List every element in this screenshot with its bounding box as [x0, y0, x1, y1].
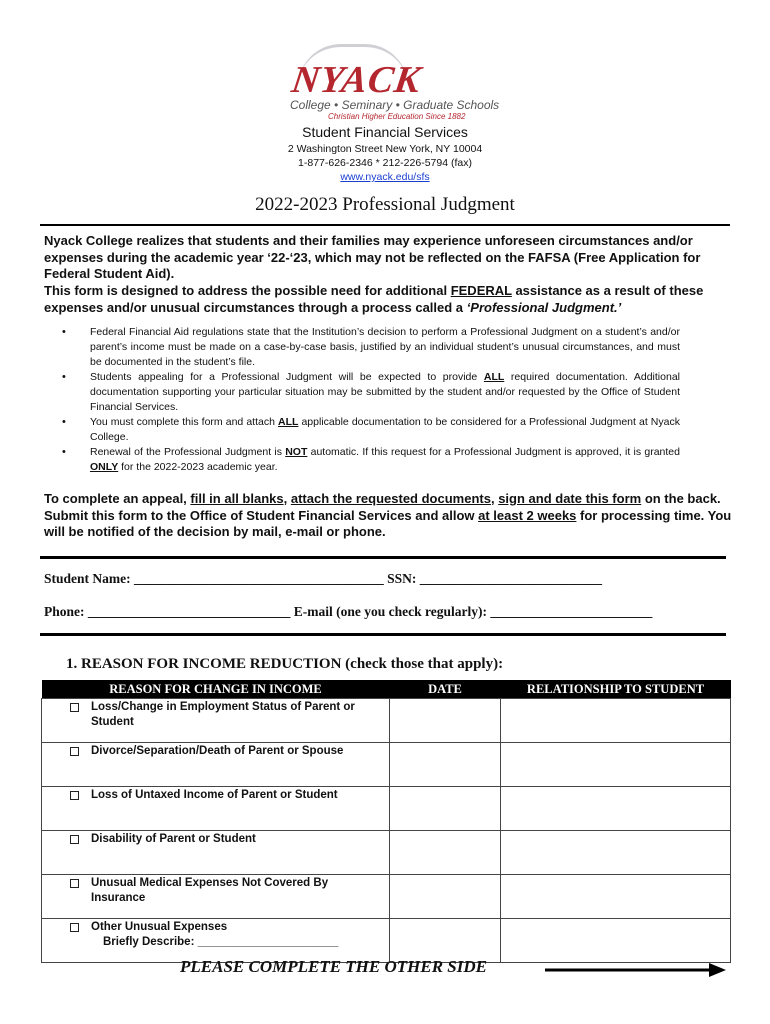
- reason-cell: Loss/Change in Employment Status of Parent or Student: [42, 699, 390, 743]
- date-cell[interactable]: [390, 919, 501, 963]
- fill-blanks-emphasis: fill in all blanks: [190, 491, 284, 506]
- intro-paragraph-1: Nyack College realizes that students and their families may experience unforeseen circumstances and/or expenses during the academic year ‘22-‘23, which may not be reflected on the FAFSA (Free Application for Federal Student Aid).: [44, 233, 701, 281]
- relationship-cell[interactable]: [501, 743, 731, 787]
- footer-note: PLEASE COMPLETE THE OTHER SIDE: [180, 957, 487, 976]
- relationship-cell[interactable]: [501, 787, 731, 831]
- sign-date-emphasis: sign and date this form: [498, 491, 642, 506]
- bullet-renewal: • Renewal of the Professional Judgment is NOT automatic. If this request for a Professional Judgment is approved, it is granted ONLY for the 2022-2023 academic year.: [60, 445, 680, 475]
- column-header-reason: REASON FOR CHANGE IN INCOME: [42, 680, 390, 699]
- reason-cell: Divorce/Separation/Death of Parent or Spouse: [42, 743, 390, 787]
- date-cell[interactable]: [390, 787, 501, 831]
- reason-cell: Loss of Untaxed Income of Parent or Student: [42, 787, 390, 831]
- checkbox[interactable]: [70, 791, 79, 800]
- reason-cell: Unusual Medical Expenses Not Covered By Insurance: [42, 875, 390, 919]
- arrow-right-icon: [543, 960, 728, 980]
- describe-field[interactable]: Briefly Describe: ______________________: [103, 936, 339, 948]
- column-header-relationship: RELATIONSHIP TO STUDENT: [501, 680, 731, 699]
- date-cell[interactable]: [390, 699, 501, 743]
- section-1-heading: 1. REASON FOR INCOME REDUCTION (check those that apply):: [66, 656, 504, 672]
- logo-subtitle: College • Seminary • Graduate Schools: [290, 98, 500, 112]
- income-reduction-table: [41, 680, 731, 963]
- bullet-complete-form: • You must complete this form and attach ALL applicable documentation to be considered for a Professional Judgment at Nyack College.: [60, 415, 680, 445]
- table-row: [42, 787, 731, 831]
- phone-email-field[interactable]: Phone: ______________________________ E-mail (one you check regularly): ________________________: [44, 604, 653, 619]
- date-cell[interactable]: [390, 831, 501, 875]
- checkbox[interactable]: [70, 703, 79, 712]
- title-divider: [40, 224, 730, 226]
- checkbox[interactable]: [70, 923, 79, 932]
- fields-bottom-divider: [40, 633, 726, 636]
- table-row: [42, 831, 731, 875]
- logo-tagline: Christian Higher Education Since 1882: [328, 112, 466, 121]
- column-header-date: DATE: [390, 680, 501, 699]
- page-title: 2022-2023 Professional Judgment: [255, 194, 515, 215]
- policy-bullet-list: [60, 325, 680, 475]
- date-cell[interactable]: [390, 875, 501, 919]
- reason-cell: Disability of Parent or Student: [42, 831, 390, 875]
- checkbox[interactable]: [70, 879, 79, 888]
- table-row: [42, 875, 731, 919]
- student-name-ssn-field[interactable]: Student Name: _____________________________________ SSN: ___________________________: [44, 571, 603, 586]
- table-row: [42, 699, 731, 743]
- fields-top-divider: [40, 556, 726, 559]
- nyack-logo: [280, 40, 500, 121]
- date-cell[interactable]: [390, 743, 501, 787]
- logo-wordmark: NYACK: [289, 59, 424, 101]
- reason-cell: Other Unusual Expenses Briefly Describe: ______________________: [42, 919, 390, 963]
- office-url-link[interactable]: www.nyack.edu/sfs: [340, 171, 430, 183]
- two-weeks-emphasis: at least 2 weeks: [478, 507, 577, 523]
- federal-emphasis: FEDERAL: [450, 283, 512, 298]
- attach-docs-emphasis: attach the requested documents: [290, 491, 491, 506]
- bullet-regulations: • Federal Financial Aid regulations state that the Institution’s decision to perform a Professional Judgment on a student’s and/or parent’s income must be made on a case-by-case basis, justified by an individual student’s unusual circumstances, and must be documented in the student’s file.: [60, 325, 680, 370]
- relationship-cell[interactable]: [501, 699, 731, 743]
- appeal-instructions: To complete an appeal, fill in all blanks, attach the requested documents, sign and date this form on the back. Submit this form to the Office of Student Financial Services and allow at least 2 weeks for processing time. You will be notified of the decision by mail, e-mail or phone.: [44, 491, 732, 539]
- table-row: [42, 919, 731, 963]
- checkbox[interactable]: [70, 835, 79, 844]
- professional-judgment-term: ‘Professional Judgment.’: [466, 299, 622, 315]
- office-address: 2 Washington Street New York, NY 10004: [287, 143, 483, 155]
- office-phones: 1-877-626-2346 * 212-226-5794 (fax): [298, 157, 472, 169]
- table-header-row: [42, 680, 731, 699]
- relationship-cell[interactable]: [501, 919, 731, 963]
- office-name: Student Financial Services: [302, 124, 468, 140]
- bullet-documentation: • Students appealing for a Professional Judgment will be expected to provide ALL required documentation. Additional documentation supporting your particular situation may be submitted by the student and/or requested by the Office of Student Financial Services.: [60, 370, 680, 415]
- relationship-cell[interactable]: [501, 831, 731, 875]
- intro-text: This form is designed to address the possible need for additional: [44, 283, 451, 298]
- relationship-cell[interactable]: [501, 875, 731, 919]
- checkbox[interactable]: [70, 747, 79, 756]
- table-row: [42, 743, 731, 787]
- intro-paragraph-2: [44, 283, 734, 316]
- intro-text: assistance as a result of these expenses and/or unusual circumstances through a process called a: [44, 283, 704, 315]
